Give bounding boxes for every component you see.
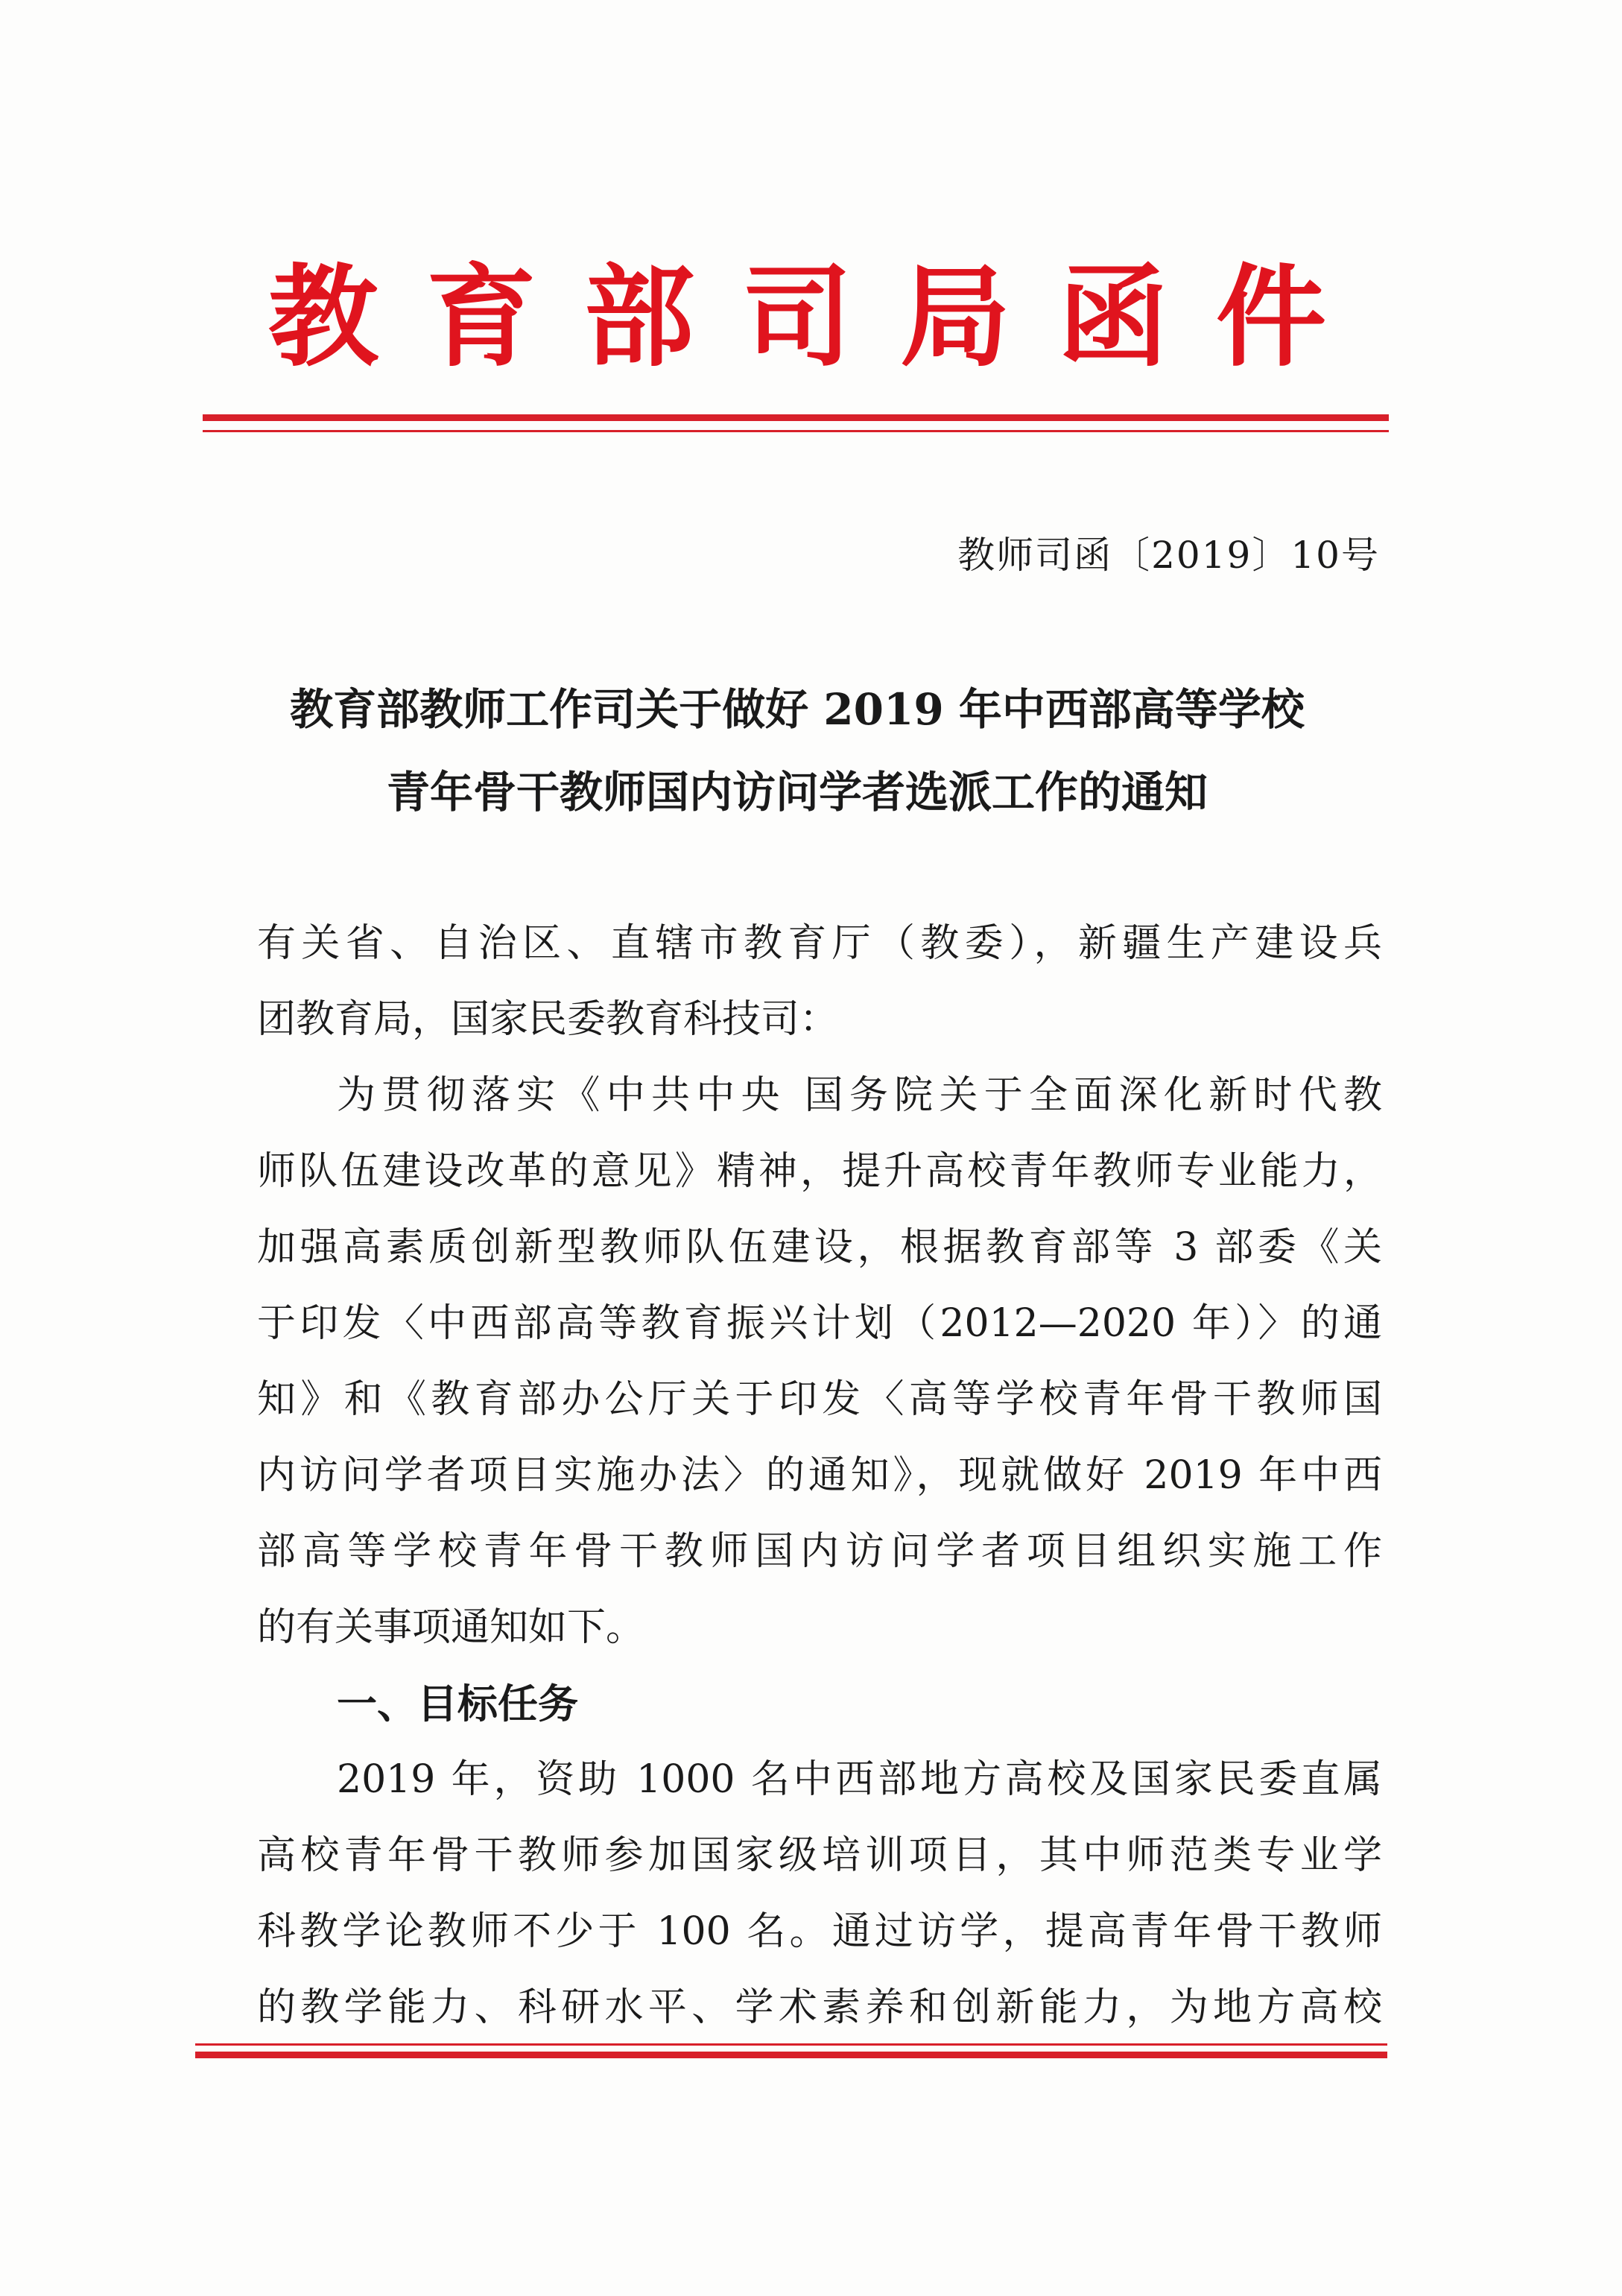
document-number: 教师司函〔2019〕10号 (957, 534, 1380, 577)
body-line: 内访问学者项目实施办法〉的通知》，现就做好 2019 年中西 (257, 1453, 1382, 1498)
body-line: 的教学能力、科研水平、学术素养和创新能力，为地方高校 (257, 1985, 1382, 2030)
document-title-line-1: 教育部教师工作司关于做好 2019 年中西部高等学校 (290, 684, 1305, 735)
letterhead-title (268, 252, 1326, 382)
letterhead-rule-thin (203, 430, 1389, 432)
body-line: 的有关事项通知如下。 (257, 1605, 645, 1650)
footer-rule-thick (195, 2052, 1387, 2058)
body-line: 于印发〈中西部高等教育振兴计划（2012—2020 年）〉的通 (257, 1301, 1382, 1346)
letterhead-char: 函 (1058, 252, 1168, 382)
letterhead-char: 部 (584, 252, 694, 382)
letterhead-char: 育 (426, 252, 536, 382)
body-line: 科教学论教师不少于 100 名。通过访学，提高青年骨干教师 (257, 1909, 1382, 1954)
body-line: 知》和《教育部办公厅关于印发〈高等学校青年骨干教师国 (257, 1377, 1382, 1422)
body-line: 高校青年骨干教师参加国家级培训项目，其中师范类专业学 (257, 1833, 1382, 1878)
body-line: 部高等学校青年骨干教师国内访问学者项目组织实施工作 (257, 1529, 1382, 1574)
letterhead-char: 件 (1216, 252, 1326, 382)
footer-rule-thin (195, 2043, 1387, 2046)
section-heading: 一、目标任务 (337, 1680, 578, 1727)
body-line: 加强高素质创新型教师队伍建设，根据教育部等 3 部委《关 (257, 1225, 1382, 1270)
body-line: 2019 年，资助 1000 名中西部地方高校及国家民委直属 (337, 1757, 1382, 1802)
letterhead-rule-thick (203, 414, 1389, 421)
body-line: 有关省、自治区、直辖市教育厅（教委），新疆生产建设兵 (257, 921, 1382, 966)
letterhead-char: 局 (900, 252, 1010, 382)
body-line: 团教育局，国家民委教育科技司： (257, 997, 839, 1042)
document-title-line-2: 青年骨干教师国内访问学者选派工作的通知 (386, 767, 1208, 817)
body-line: 师队伍建设改革的意见》精神，提升高校青年教师专业能力， (257, 1149, 1382, 1194)
letterhead-char: 司 (742, 252, 852, 382)
letterhead-char: 教 (268, 252, 378, 382)
body-line: 为贯彻落实《中共中央 国务院关于全面深化新时代教 (337, 1073, 1382, 1118)
